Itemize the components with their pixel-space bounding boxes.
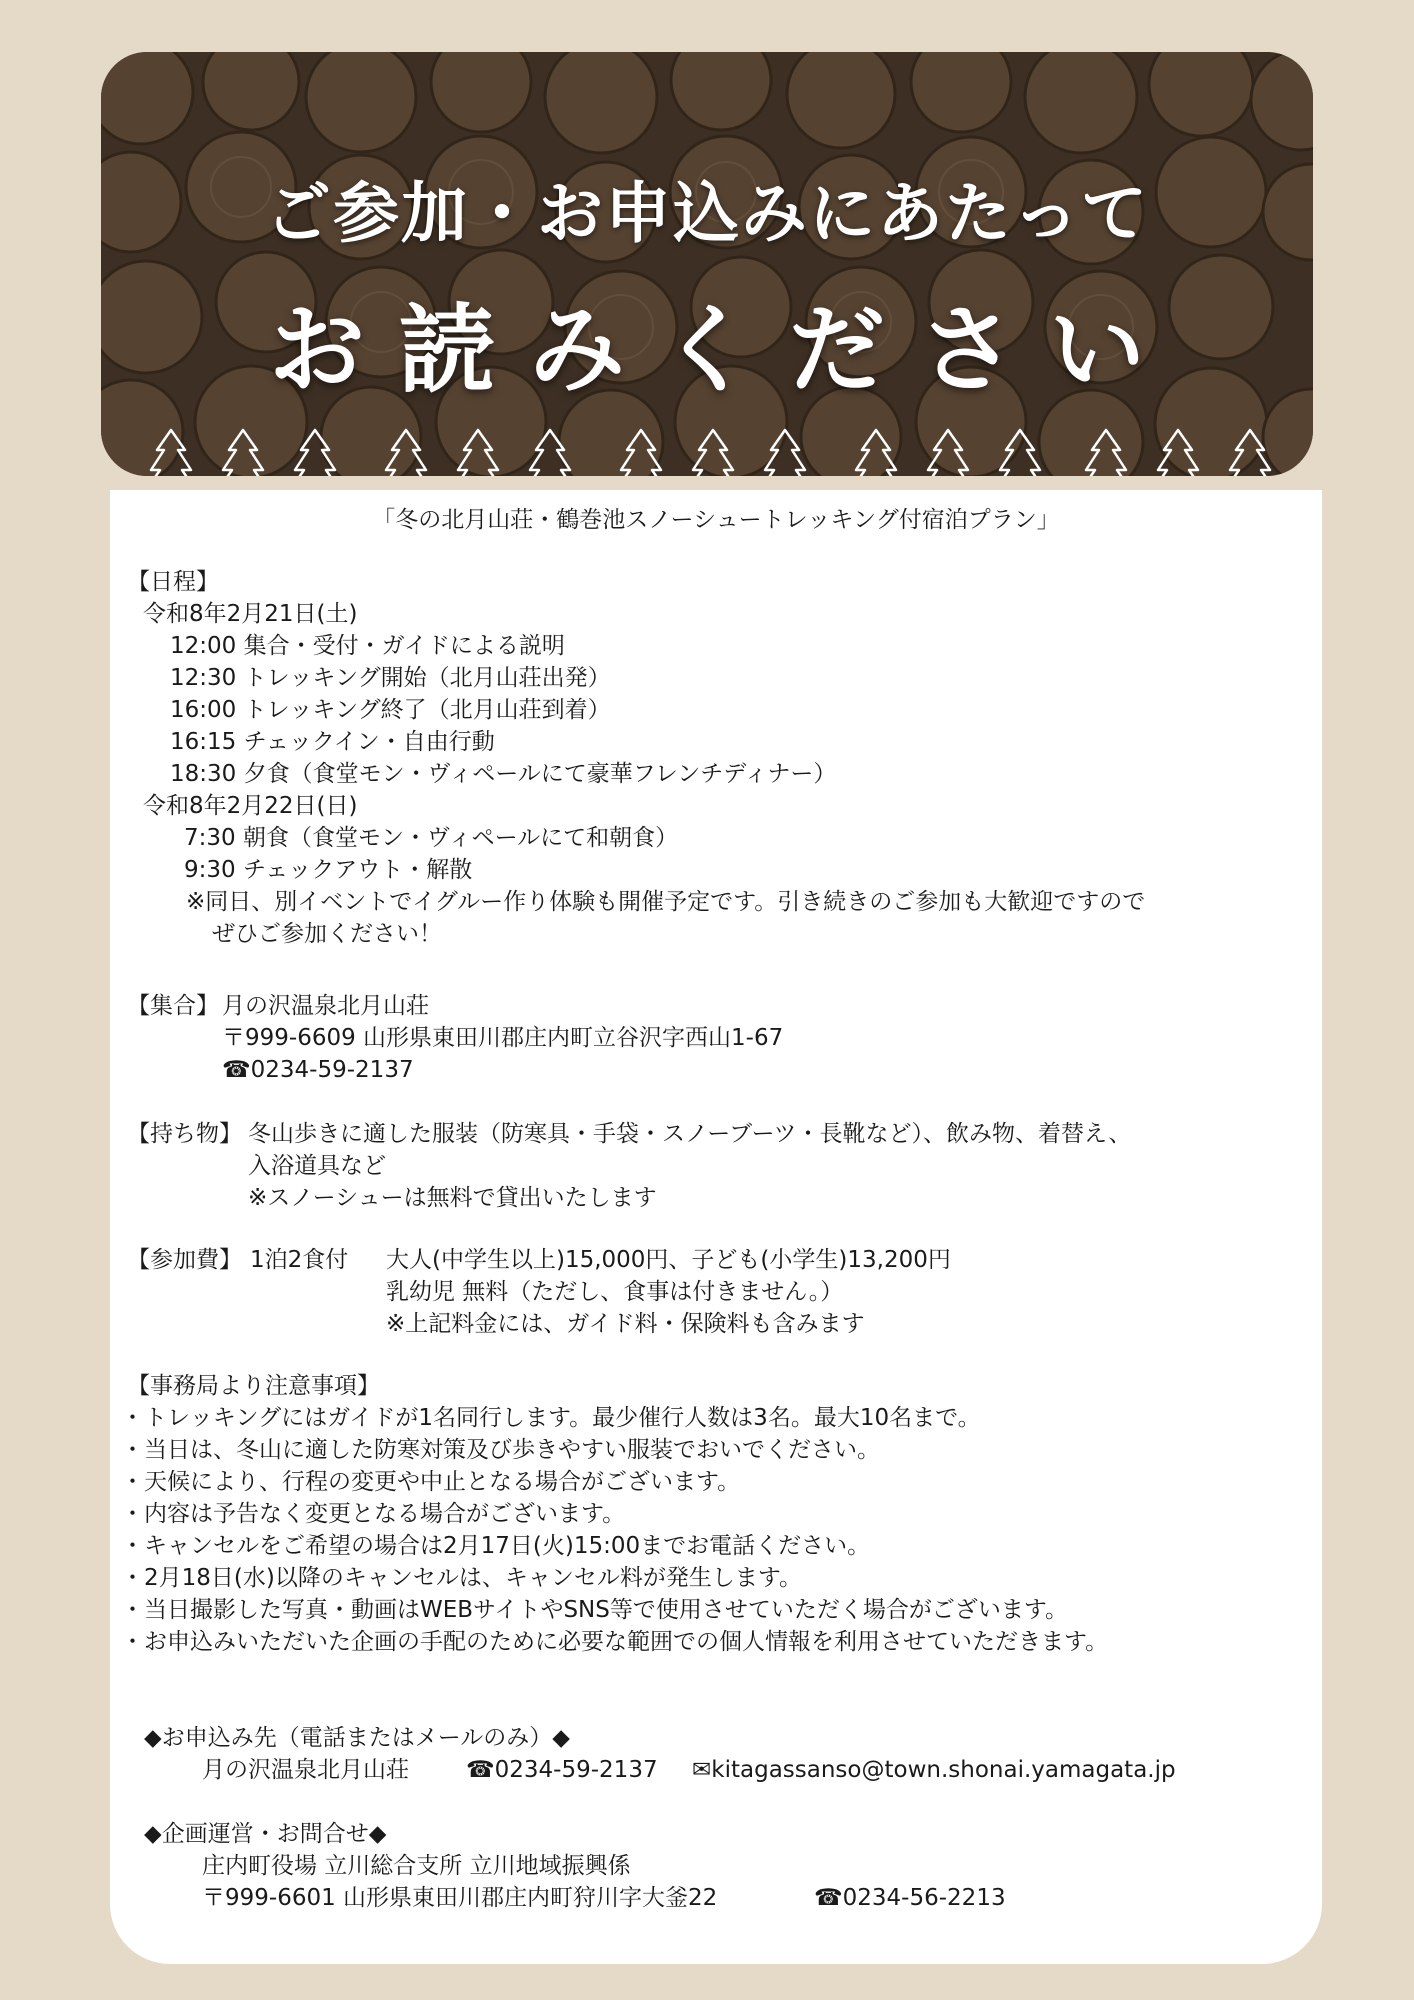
- notes-item: ・キャンセルをご希望の場合は2月17日(火)15:00までお電話ください。: [121, 1533, 871, 1559]
- notes-item: ・当日は、冬山に適した防寒対策及び歩きやすい服装でおいでください。: [121, 1437, 880, 1463]
- schedule-item: 16:00 トレッキング終了（北月山荘到着）: [170, 697, 611, 723]
- apply-name: 月の沢温泉北月山荘: [202, 1757, 409, 1783]
- belongings-label: 【持ち物】: [127, 1121, 242, 1147]
- tree-icon: [520, 428, 580, 476]
- organizer-address: 〒999-6601 山形県東田川郡庄内町狩川字大釜22: [202, 1885, 718, 1911]
- belongings-line: 入浴道具など: [248, 1153, 386, 1179]
- schedule-item: 16:15 チェックイン・自由行動: [170, 729, 495, 755]
- fee-note: ※上記料金には、ガイド料・保険料も含みます: [386, 1311, 865, 1337]
- tree-icon: [448, 428, 508, 476]
- schedule-heading: 【日程】: [127, 569, 219, 595]
- fee-label: 【参加費】: [127, 1247, 242, 1273]
- tree-icon: [1148, 428, 1208, 476]
- headline-line2: お読みください: [269, 293, 1179, 406]
- plan-title: 「冬の北月山荘・鶴巻池スノーシュートレッキング付宿泊プラン」: [372, 507, 1060, 533]
- tree-icon: [918, 428, 978, 476]
- apply-email[interactable]: ✉kitagassanso@town.shonai.yamagata.jp: [692, 1757, 1176, 1783]
- tree-icon: [683, 428, 743, 476]
- schedule-day2: 令和8年2月22日(日): [143, 793, 358, 819]
- notes-heading: 【事務局より注意事項】: [127, 1373, 380, 1399]
- notes-item: ・2月18日(水)以降のキャンセルは、キャンセル料が発生します。: [121, 1565, 803, 1591]
- tree-icon: [285, 428, 345, 476]
- notes-item: ・当日撮影した写真・動画はWEBサイトやSNS等で使用させていただく場合がございます。: [121, 1597, 1069, 1623]
- tree-icon: [1220, 428, 1280, 476]
- tree-icon: [755, 428, 815, 476]
- schedule-item: 18:30 夕食（食堂モン・ヴィペールにて豪華フレンチディナー）: [170, 761, 837, 787]
- schedule-item: 12:30 トレッキング開始（北月山荘出発）: [170, 665, 611, 691]
- notes-item: ・内容は予告なく変更となる場合がございます。: [121, 1501, 626, 1527]
- header-banner: [101, 52, 1313, 476]
- tree-icon: [611, 428, 671, 476]
- schedule-note-cont: ぜひご参加ください！: [212, 921, 442, 947]
- tree-icon: [213, 428, 273, 476]
- organizer-heading: ◆企画運営・お問合せ◆: [144, 1821, 387, 1847]
- schedule-day1: 令和8年2月21日(土): [143, 601, 358, 627]
- tree-icon: [141, 428, 201, 476]
- banner-shade: [101, 52, 1313, 476]
- notes-item: ・お申込みいただいた企画の手配のために必要な範囲での個人情報を利用させていただきます。: [121, 1629, 1109, 1655]
- tree-icon: [376, 428, 436, 476]
- schedule-note: ※同日、別イベントでイグルー作り体験も開催予定です。引き続きのご参加も大歓迎ですので: [186, 889, 1146, 915]
- tree-icon: [990, 428, 1050, 476]
- fee-plan: 1泊2食付: [250, 1247, 349, 1273]
- tree-icon: [1076, 428, 1136, 476]
- headline-line1: ご参加・お申込みにあたって: [265, 174, 1149, 252]
- fee-infant: 乳幼児 無料（ただし、食事は付きません。）: [386, 1279, 844, 1305]
- organizer-phone[interactable]: ☎0234-56-2213: [814, 1885, 1006, 1911]
- meeting-label: 【集合】: [127, 993, 219, 1019]
- belongings-line: 冬山歩きに適した服装（防寒具・手袋・スノーブーツ・長靴など）、飲み物、着替え、: [248, 1121, 1132, 1147]
- apply-phone[interactable]: ☎0234-59-2137: [466, 1757, 658, 1783]
- fee-price: 大人(中学生以上)15,000円、子ども(小学生)13,200円: [386, 1247, 951, 1273]
- belongings-note: ※スノーシューは無料で貸出いたします: [248, 1185, 657, 1211]
- schedule-item: 9:30 チェックアウト・解散: [184, 857, 473, 883]
- meeting-phone: ☎0234-59-2137: [222, 1057, 414, 1083]
- tree-row: [101, 424, 1313, 476]
- organizer-name: 庄内町役場 立川総合支所 立川地域振興係: [202, 1853, 631, 1879]
- notes-item: ・トレッキングにはガイドが1名同行します。最少催行人数は3名。最大10名まで。: [121, 1405, 981, 1431]
- meeting-place: 月の沢温泉北月山荘: [222, 993, 429, 1019]
- schedule-item: 12:00 集合・受付・ガイドによる説明: [170, 633, 565, 659]
- meeting-address: 〒999-6609 山形県東田川郡庄内町立谷沢字西山1-67: [222, 1025, 784, 1051]
- notes-item: ・天候により、行程の変更や中止となる場合がございます。: [121, 1469, 741, 1495]
- info-card: [110, 490, 1322, 1964]
- apply-heading: ◆お申込み先（電話またはメールのみ）◆: [144, 1725, 570, 1751]
- tree-icon: [846, 428, 906, 476]
- schedule-item: 7:30 朝食（食堂モン・ヴィペールにて和朝食）: [184, 825, 679, 851]
